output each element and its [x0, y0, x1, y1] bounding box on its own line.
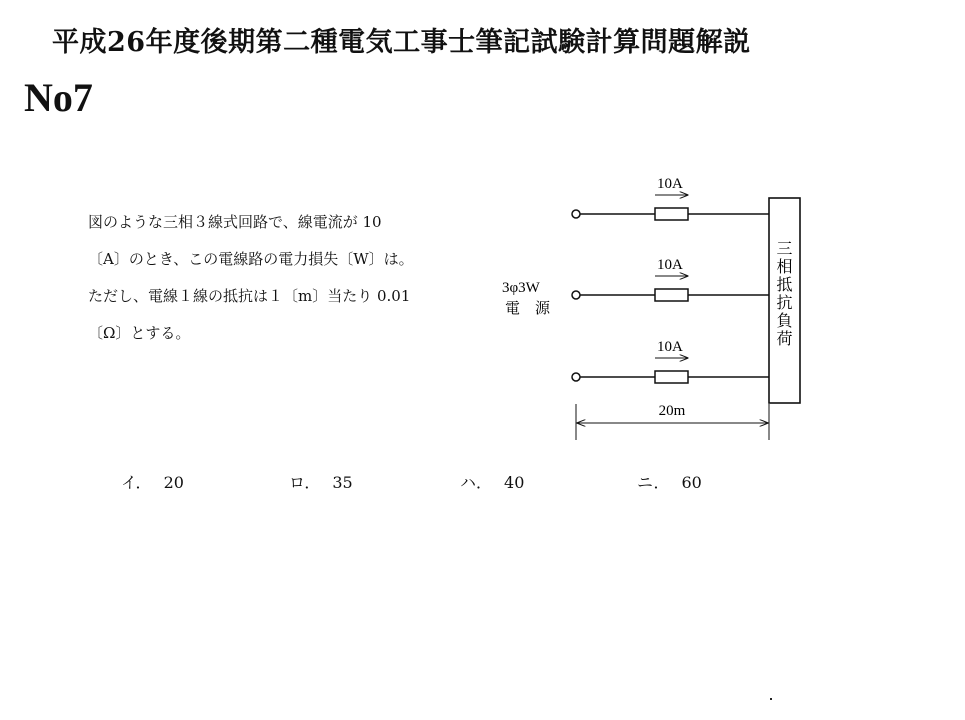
- choice-key: ハ．: [460, 473, 493, 492]
- load-char-5: 負: [776, 313, 793, 330]
- load-char-6: 荷: [776, 331, 793, 348]
- resistor-1: [655, 208, 688, 220]
- page-title: 平成26年度後期第二種電気工事士筆記試験計算問題解説: [52, 27, 751, 58]
- resistor-3: [655, 371, 688, 383]
- choice-i[interactable]: [121, 470, 184, 493]
- answer-choices: [0, 470, 965, 500]
- choice-ro[interactable]: [289, 470, 353, 493]
- source-label-2: 電 源: [505, 301, 551, 317]
- question-number: No7: [24, 75, 93, 120]
- line-2: [572, 257, 769, 301]
- length-dimension: [576, 403, 769, 440]
- choice-key: イ．: [121, 473, 152, 492]
- choice-key: ロ．: [289, 473, 321, 492]
- current-label-3: 10A: [657, 339, 683, 355]
- source-label: 3φ3W: [502, 280, 540, 296]
- question-line-1: 図のような三相３線式回路で、線電流が 10: [88, 213, 382, 231]
- line-3: [572, 339, 769, 383]
- load-char-1: 三: [776, 241, 793, 258]
- current-label-1: 10A: [657, 176, 683, 192]
- current-label-2: 10A: [657, 257, 683, 273]
- choice-ha[interactable]: [460, 470, 524, 493]
- choice-value: 60: [681, 473, 702, 492]
- load-char-4: 抗: [776, 295, 793, 312]
- terminal-3: [572, 373, 580, 381]
- choice-value: 35: [332, 473, 353, 492]
- terminal-2: [572, 291, 580, 299]
- choice-value: 20: [163, 473, 184, 492]
- question-line-2: 〔A〕のとき、この電線路の電力損失〔W〕は。: [88, 250, 414, 268]
- question-line-4: 〔Ω〕とする。: [88, 324, 191, 342]
- question-line-3: ただし、電線１線の抵抗は１〔m〕当たり 0.01: [88, 287, 411, 305]
- length-label: 20m: [658, 403, 686, 419]
- choice-key: ニ．: [637, 473, 670, 492]
- terminal-1: [572, 210, 580, 218]
- choice-ni[interactable]: [637, 470, 702, 493]
- load-char-2: 相: [776, 259, 793, 276]
- load-char-3: 抵: [776, 277, 793, 294]
- resistor-2: [655, 289, 688, 301]
- choice-value: 40: [504, 473, 525, 492]
- line-1: [572, 176, 769, 220]
- scan-artifact-dot: [770, 698, 772, 700]
